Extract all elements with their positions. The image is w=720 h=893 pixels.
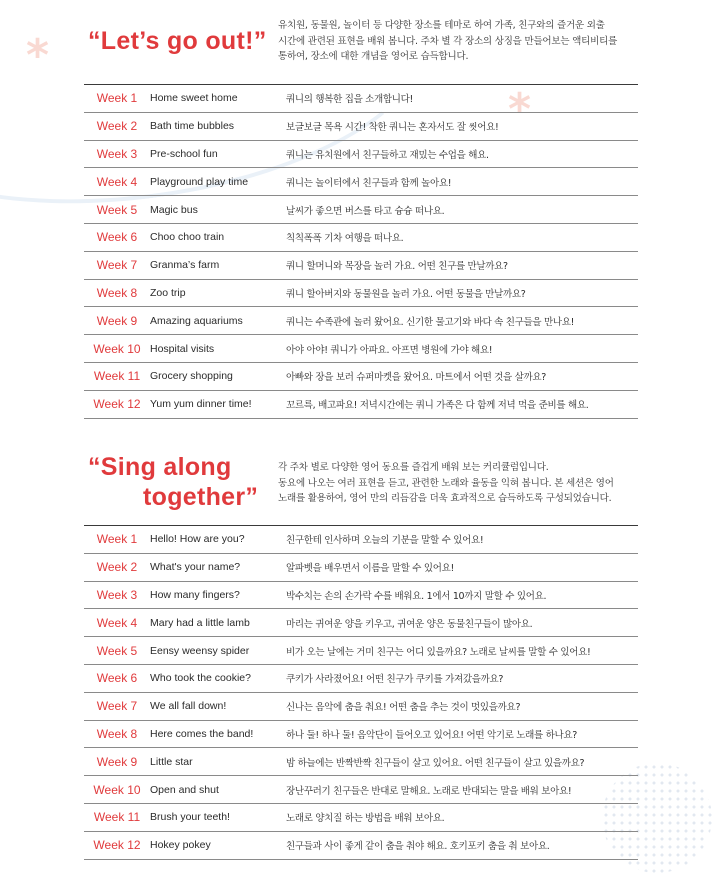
topic-description: 쿼니 할머니와 목장을 놀러 가요. 어떤 친구를 만날까요? [286,261,508,273]
week-label: Week 5 [96,643,138,658]
week-label: Week 8 [96,726,138,741]
week-label: Week 3 [96,587,138,602]
title-line: “Let’s go out!” [88,27,267,55]
table-row [84,307,638,335]
week-label: Week 9 [96,754,138,769]
description-line: 동요에 나오는 여러 표현을 듣고, 관련한 노래와 율동을 익혀 봅니다. 본 세션은 영어 [278,477,614,489]
table-row [84,168,638,196]
table-row [84,84,638,113]
table-row [84,224,638,252]
table-row [84,721,638,749]
topic-description: 마리는 귀여운 양을 키우고, 귀여운 양은 동물친구들이 많아요. [286,618,533,630]
section-title [88,26,267,56]
table-row [84,196,638,224]
topic-description: 쿼니는 수족관에 놀러 왔어요. 신기한 물고기와 바다 속 친구들을 만나요! [286,316,575,328]
topic-description: 알파벳을 배우면서 이름을 말할 수 있어요! [286,563,455,575]
topic-description: 꼬르륵, 배고파요! 저녁시간에는 쿼니 가족은 다 함께 저녁 먹을 준비를 해요. [286,400,589,412]
section-description [278,18,617,65]
table-row [84,609,638,637]
asterisk-decoration-left: * [26,30,50,81]
week-label: Week 9 [96,313,138,328]
table-row [84,554,638,582]
topic-description: 칙칙폭폭 기차 여행을 떠나요. [286,233,404,245]
topic-title: Pre-school fun [150,147,218,160]
week-label: Week 8 [96,285,138,300]
topic-title: Granma’s farm [150,259,220,272]
description-line: 각 주차 별로 다양한 영어 동요를 즐겁게 배워 보는 커리큘럼입니다. [278,462,549,473]
table-row [84,335,638,363]
asterisk-decoration-right: * [508,84,532,135]
topic-title: We all fall down! [150,700,227,713]
topic-description: 쿼니는 놀이터에서 친구들과 함께 놀아요! [286,177,452,189]
topic-description: 친구들과 사이 좋게 같이 춤을 춰야 해요. 호키포키 춤을 춰 보아요. [286,841,550,853]
week-label: Week 11 [93,369,141,384]
table-row [84,665,638,693]
topic-description: 쿠키가 사라졌어요! 어떤 친구가 쿠키를 가져갔을까요? [286,674,504,686]
topic-description: 박수치는 손의 손가락 수를 배워요. 1에서 10까지 말할 수 있어요. [286,590,547,602]
topic-title: Choo choo train [150,231,225,244]
topic-title: Amazing aquariums [150,314,243,327]
table-row [84,252,638,280]
topic-description: 쿼니의 행복한 집을 소개합니다! [286,94,414,106]
week-label: Week 7 [96,258,138,273]
week-label: Week 4 [96,174,138,189]
week-label: Week 12 [93,397,141,412]
topic-description: 쿼니는 유치원에서 친구들하고 재밌는 수업을 해요. [286,149,489,161]
table-row [84,748,638,776]
topic-description: 아야 아야! 쿼니가 아파요. 아프면 병원에 가야 해요! [286,344,493,356]
table-row [84,280,638,308]
week-label: Week 12 [93,838,141,853]
table-row [84,363,638,391]
topic-title: Yum yum dinner time! [150,398,252,411]
topic-title: Who took the cookie? [150,672,251,685]
title-line: “Sing along [88,453,232,481]
week-label: Week 10 [93,341,141,356]
topic-description: 장난꾸러기 친구들은 반대로 말해요. 노래로 반대되는 말을 배워 보아요! [286,785,572,797]
table-row [84,525,638,554]
table-row [84,637,638,665]
description-line: 노래를 활용하여, 영어 만의 리듬감을 더욱 효과적으로 습득하도록 구성되었습니다. [278,493,612,504]
topic-description: 밤 하늘에는 반짝반짝 친구들이 살고 있어요. 어떤 친구들이 살고 있을까요? [286,757,585,769]
topic-title: Eensy weensy spider [150,644,250,657]
topic-description: 노래로 양치질 하는 방법을 배워 보아요. [286,813,445,825]
table-row [84,804,638,832]
topic-description: 친구한테 인사하며 오늘의 기분을 말할 수 있어요! [286,535,484,547]
topic-title: Mary had a little lamb [150,616,250,629]
topic-description: 쿼니 할아버지와 동물원을 놀러 가요. 어떤 동물을 만날까요? [286,288,526,300]
week-label: Week 6 [96,671,138,686]
week-label: Week 5 [96,202,138,217]
topic-title: Magic bus [150,203,198,216]
topic-description: 신나는 음악에 춤을 춰요! 어떤 춤을 추는 것이 멋있을까요? [286,702,521,714]
topic-description: 아빠와 장을 보러 슈퍼마켓을 왔어요. 마트에서 어떤 것을 살까요? [286,372,547,384]
topic-title: What's your name? [150,561,241,574]
week-label: Week 1 [96,532,138,547]
week-table [84,84,638,419]
week-table [84,525,638,860]
topic-description: 보글보글 목욕 시간! 착한 쿼니는 혼자서도 잘 씻어요! [286,122,499,134]
topic-title: Playground play time [150,175,249,188]
week-label: Week 1 [96,91,138,106]
table-row [84,391,638,419]
description-line: 유치원, 동물원, 놀이터 등 다양한 장소를 테마로 하여 가족, 친구와의 즐거운 외출 [278,20,605,31]
topic-title: Grocery shopping [150,370,233,383]
week-label: Week 6 [96,230,138,245]
topic-title: Hospital visits [150,342,215,355]
topic-title: Hello! How are you? [150,533,245,546]
topic-description: 비가 오는 날에는 거미 친구는 어디 있을까요? 노래로 날씨를 말할 수 있어요! [286,646,591,658]
week-label: Week 11 [93,810,141,825]
week-label: Week 3 [96,146,138,161]
table-row [84,582,638,610]
topic-title: Bath time bubbles [150,120,235,133]
description-line: 통하여, 장소에 대한 개념을 영어로 습득합니다. [278,51,469,62]
description-line: 시간에 관련된 표현을 배워 봅니다. 주차 별 각 장소의 상징을 만들어보는 액티비티를 [278,35,618,47]
week-label: Week 10 [93,782,141,797]
topic-title: Brush your teeth! [150,811,230,824]
topic-description: 날씨가 좋으면 버스를 타고 슝슝 떠나요. [286,205,445,217]
section-title [88,452,258,512]
topic-title: How many fingers? [150,588,240,601]
week-label: Week 2 [96,119,138,134]
topic-description: 하나 둘! 하나 둘! 음악단이 들어오고 있어요! 어떤 악기로 노래를 하나요? [286,729,578,741]
table-row [84,832,638,860]
table-row [84,141,638,169]
topic-title: Home sweet home [150,92,238,105]
table-row [84,776,638,804]
week-label: Week 4 [96,615,138,630]
topic-title: Open and shut [150,783,219,796]
topic-title: Little star [150,755,193,768]
topic-title: Here comes the band! [150,727,254,740]
table-row [84,693,638,721]
table-row [84,113,638,141]
topic-title: Zoo trip [150,286,186,299]
topic-title: Hokey pokey [150,839,211,852]
title-line: together” [143,483,259,511]
week-label: Week 2 [96,560,138,575]
week-label: Week 7 [96,699,138,714]
section-description [278,460,614,507]
